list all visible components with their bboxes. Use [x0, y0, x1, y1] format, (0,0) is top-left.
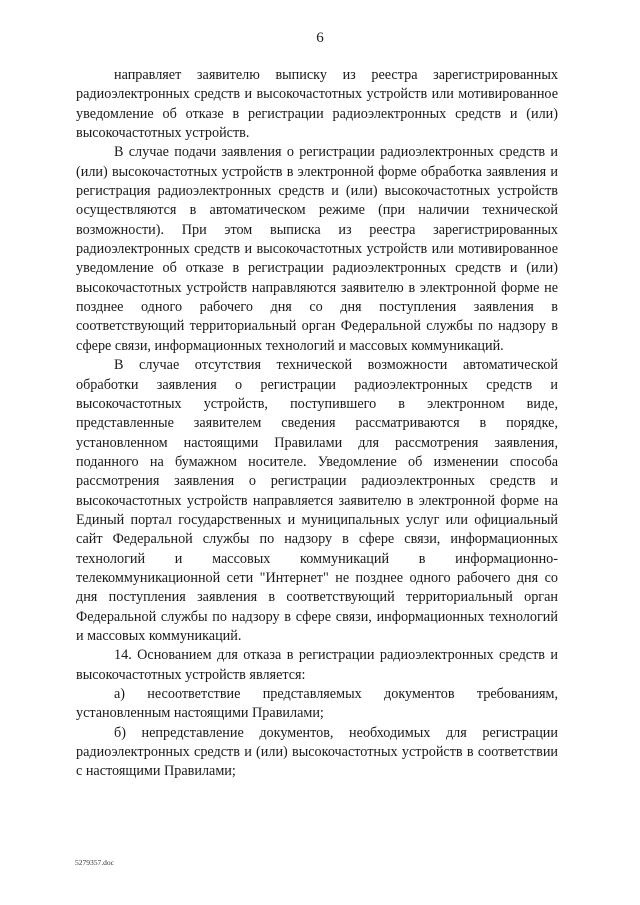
paragraph-continuation: направляет заявителю выписку из реестра зарегистрированных радиоэлектронных средств и высокочастотных устройств или мотивированное уведомление об отказе в регистрации радиоэлектронных средств и (или) высокочастотных устройств.	[76, 67, 558, 142]
footer-document-code: 5279357.doc	[75, 858, 114, 867]
paragraph-no-technical-possibility: В случае отсутствия технической возможности автоматической обработки заявления о регистрации радиоэлектронных средств и высокочастотных устройств, поступившего в электронном виде, представленные заявителем сведения рассматриваются в порядке, установленном настоящими Правилами для рассмотрения заявления, поданного на бумажном носителе. Уведомление об изменении способа рассмотрения заявления о регистрации радиоэлектронных средств и высокочастотных устройств направляется заявителю в электронной форме на Единый портал государственных и муниципальных услуг или официальный сайт Федеральной службы по надзору в сфере связи, информационных технологий и массовых коммуникаций в информационно-телекоммуникационной сети "Интернет" не позднее одного рабочего дня со дня поступления заявления в соответствующий территориальный орган Федеральной службы по надзору в сфере связи, информационных технологий и массовых коммуникаций.	[76, 357, 558, 644]
paragraph-electronic-submission: В случае подачи заявления о регистрации радиоэлектронных средств и (или) высокочастотных устройств в электронной форме обработка заявления и регистрация радиоэлектронных средств и (или) высокочастотных устройств осуществляются в автоматическом режиме (при наличии технической возможности). При этом выписка из реестра зарегистрированных радиоэлектронных средств и высокочастотных устройств или мотивированное уведомление об отказе в регистрации радиоэлектронных средств и (или) высокочастотных устройств направляются заявителю в электронной форме не позднее одного рабочего дня со дня поступления заявления в соответствующий территориальный орган Федеральной службы по надзору в сфере связи, информационных технологий и массовых коммуникаций.	[76, 144, 558, 354]
page-number: 6	[316, 30, 324, 46]
paragraph-clause-14-a: а) несоответствие представляемых документов требованиям, установленным настоящими Правилами;	[76, 686, 558, 722]
paragraph-clause-14: 14. Основанием для отказа в регистрации радиоэлектронных средств и высокочастотных устройств является:	[76, 647, 558, 683]
document-body	[76, 66, 558, 782]
paragraph-clause-14-b: б) непредставление документов, необходимых для регистрации радиоэлектронных средств и (или) высокочастотных устройств в соответствии с настоящими Правилами;	[76, 724, 558, 780]
